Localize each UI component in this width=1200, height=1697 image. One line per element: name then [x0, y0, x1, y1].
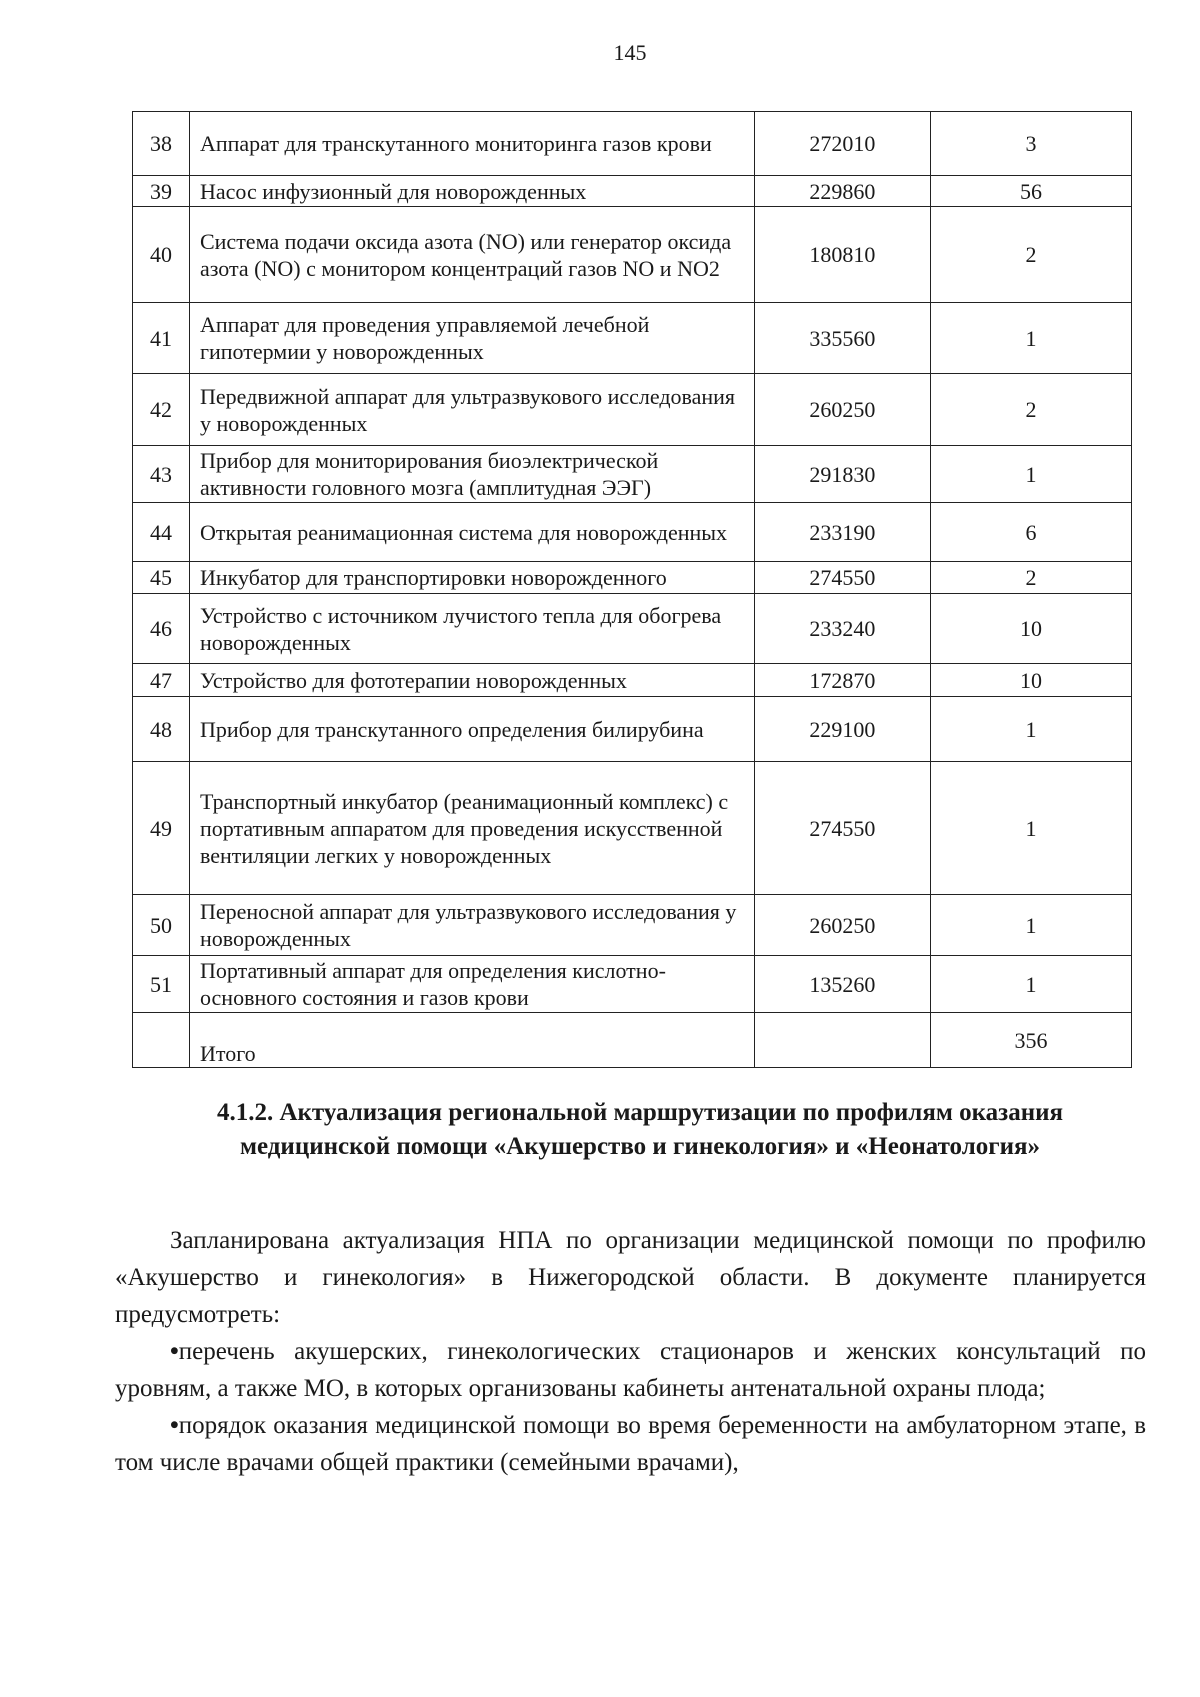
- equipment-code: 172870: [754, 664, 930, 697]
- equipment-name: Аппарат для транскутанного мониторинга газов крови: [189, 112, 754, 176]
- equipment-code: 135260: [754, 956, 930, 1013]
- row-number: 47: [133, 664, 190, 697]
- table-row: [133, 374, 1132, 446]
- row-number: 48: [133, 697, 190, 762]
- row-number: 42: [133, 374, 190, 446]
- equipment-code: 229860: [754, 176, 930, 207]
- row-number: 43: [133, 446, 190, 503]
- equipment-code: 233240: [754, 594, 930, 664]
- equipment-name: Передвижной аппарат для ультразвукового исследования у новорожденных: [189, 374, 754, 446]
- equipment-name: Транспортный инкубатор (реанимационный комплекс) с портативным аппаратом для проведения искусственной вентиляции легких у новорожденных: [189, 762, 754, 895]
- row-number: 49: [133, 762, 190, 895]
- equipment-code: 274550: [754, 762, 930, 895]
- total-number-cell: [133, 1013, 190, 1068]
- row-number: 51: [133, 956, 190, 1013]
- equipment-name: Устройство для фототерапии новорожденных: [189, 664, 754, 697]
- equipment-quantity: 1: [930, 697, 1131, 762]
- equipment-quantity: 2: [930, 207, 1131, 303]
- equipment-name: Инкубатор для транспортировки новорожденного: [189, 562, 754, 594]
- row-number: 45: [133, 562, 190, 594]
- table-row: [133, 762, 1132, 895]
- equipment-code: 274550: [754, 562, 930, 594]
- table-row: [133, 562, 1132, 594]
- equipment-quantity: 3: [930, 112, 1131, 176]
- equipment-name: Прибор для мониторирования биоэлектрической активности головного мозга (амплитудная ЭЭГ): [189, 446, 754, 503]
- equipment-quantity: 1: [930, 895, 1131, 956]
- equipment-quantity: 6: [930, 503, 1131, 562]
- table-row: [133, 176, 1132, 207]
- total-label: Итого: [189, 1013, 754, 1068]
- equipment-name: Переносной аппарат для ультразвукового исследования у новорожденных: [189, 895, 754, 956]
- table-row: [133, 664, 1132, 697]
- table-row: [133, 956, 1132, 1013]
- table-row: [133, 594, 1132, 664]
- bullet-text: порядок оказания медицинской помощи во время беременности на амбулаторном этапе, в том числе врачами общей практики (семейными врачами),: [115, 1412, 1146, 1476]
- table-row: [133, 303, 1132, 374]
- equipment-name: Система подачи оксида азота (NO) или генератор оксида азота (NO) с монитором концентраций газов NO и NO2: [189, 207, 754, 303]
- page-number: 145: [613, 40, 647, 65]
- equipment-code: 260250: [754, 895, 930, 956]
- table-row: [133, 503, 1132, 562]
- equipment-name: Устройство с источником лучистого тепла для обогрева новорожденных: [189, 594, 754, 664]
- equipment-code: 335560: [754, 303, 930, 374]
- total-quantity: 356: [930, 1013, 1131, 1068]
- row-number: 46: [133, 594, 190, 664]
- equipment-quantity: 10: [930, 664, 1131, 697]
- row-number: 50: [133, 895, 190, 956]
- total-code-cell: [754, 1013, 930, 1068]
- equipment-code: 180810: [754, 207, 930, 303]
- equipment-name: Насос инфузионный для новорожденных: [189, 176, 754, 207]
- equipment-quantity: 2: [930, 562, 1131, 594]
- equipment-quantity: 56: [930, 176, 1131, 207]
- total-row: [133, 1013, 1132, 1068]
- equipment-code: 260250: [754, 374, 930, 446]
- equipment-quantity: 1: [930, 303, 1131, 374]
- table-row: [133, 895, 1132, 956]
- row-number: 40: [133, 207, 190, 303]
- row-number: 38: [133, 112, 190, 176]
- equipment-name: Портативный аппарат для определения кислотно-основного состояния и газов крови: [189, 956, 754, 1013]
- equipment-quantity: 1: [930, 956, 1131, 1013]
- bullet-text: перечень акушерских, гинекологических стационаров и женских консультаций по уровням, а также МО, в которых организованы кабинеты антенатальной охраны плода;: [115, 1338, 1146, 1402]
- body-text: [115, 1222, 1146, 1481]
- bullet-icon: •: [170, 1412, 179, 1439]
- equipment-quantity: 2: [930, 374, 1131, 446]
- equipment-code: 291830: [754, 446, 930, 503]
- equipment-name: Прибор для транскутанного определения билирубина: [189, 697, 754, 762]
- equipment-quantity: 1: [930, 762, 1131, 895]
- table-row: [133, 446, 1132, 503]
- equipment-quantity: 1: [930, 446, 1131, 503]
- section-heading: 4.1.2. Актуализация региональной маршрутизации по профилям оказания медицинской помощи «Акушерство и гинекология» и «Неонатология»: [216, 1099, 1064, 1160]
- equipment-table: [132, 111, 1132, 1068]
- equipment-code: 272010: [754, 112, 930, 176]
- row-number: 41: [133, 303, 190, 374]
- bullet-item: [115, 1333, 1146, 1407]
- equipment-code: 229100: [754, 697, 930, 762]
- equipment-name: Аппарат для проведения управляемой лечебной гипотермии у новорожденных: [189, 303, 754, 374]
- equipment-name: Открытая реанимационная система для новорожденных: [189, 503, 754, 562]
- equipment-code: 233190: [754, 503, 930, 562]
- intro-paragraph: Запланирована актуализация НПА по организации медицинской помощи по профилю «Акушерство и гинекология» в Нижегородской области. В документе планируется предусмотреть:: [115, 1227, 1146, 1328]
- table-row: [133, 112, 1132, 176]
- equipment-quantity: 10: [930, 594, 1131, 664]
- bullet-icon: •: [170, 1338, 179, 1365]
- row-number: 44: [133, 503, 190, 562]
- table-row: [133, 207, 1132, 303]
- table-row: [133, 697, 1132, 762]
- bullet-item: [115, 1407, 1146, 1481]
- row-number: 39: [133, 176, 190, 207]
